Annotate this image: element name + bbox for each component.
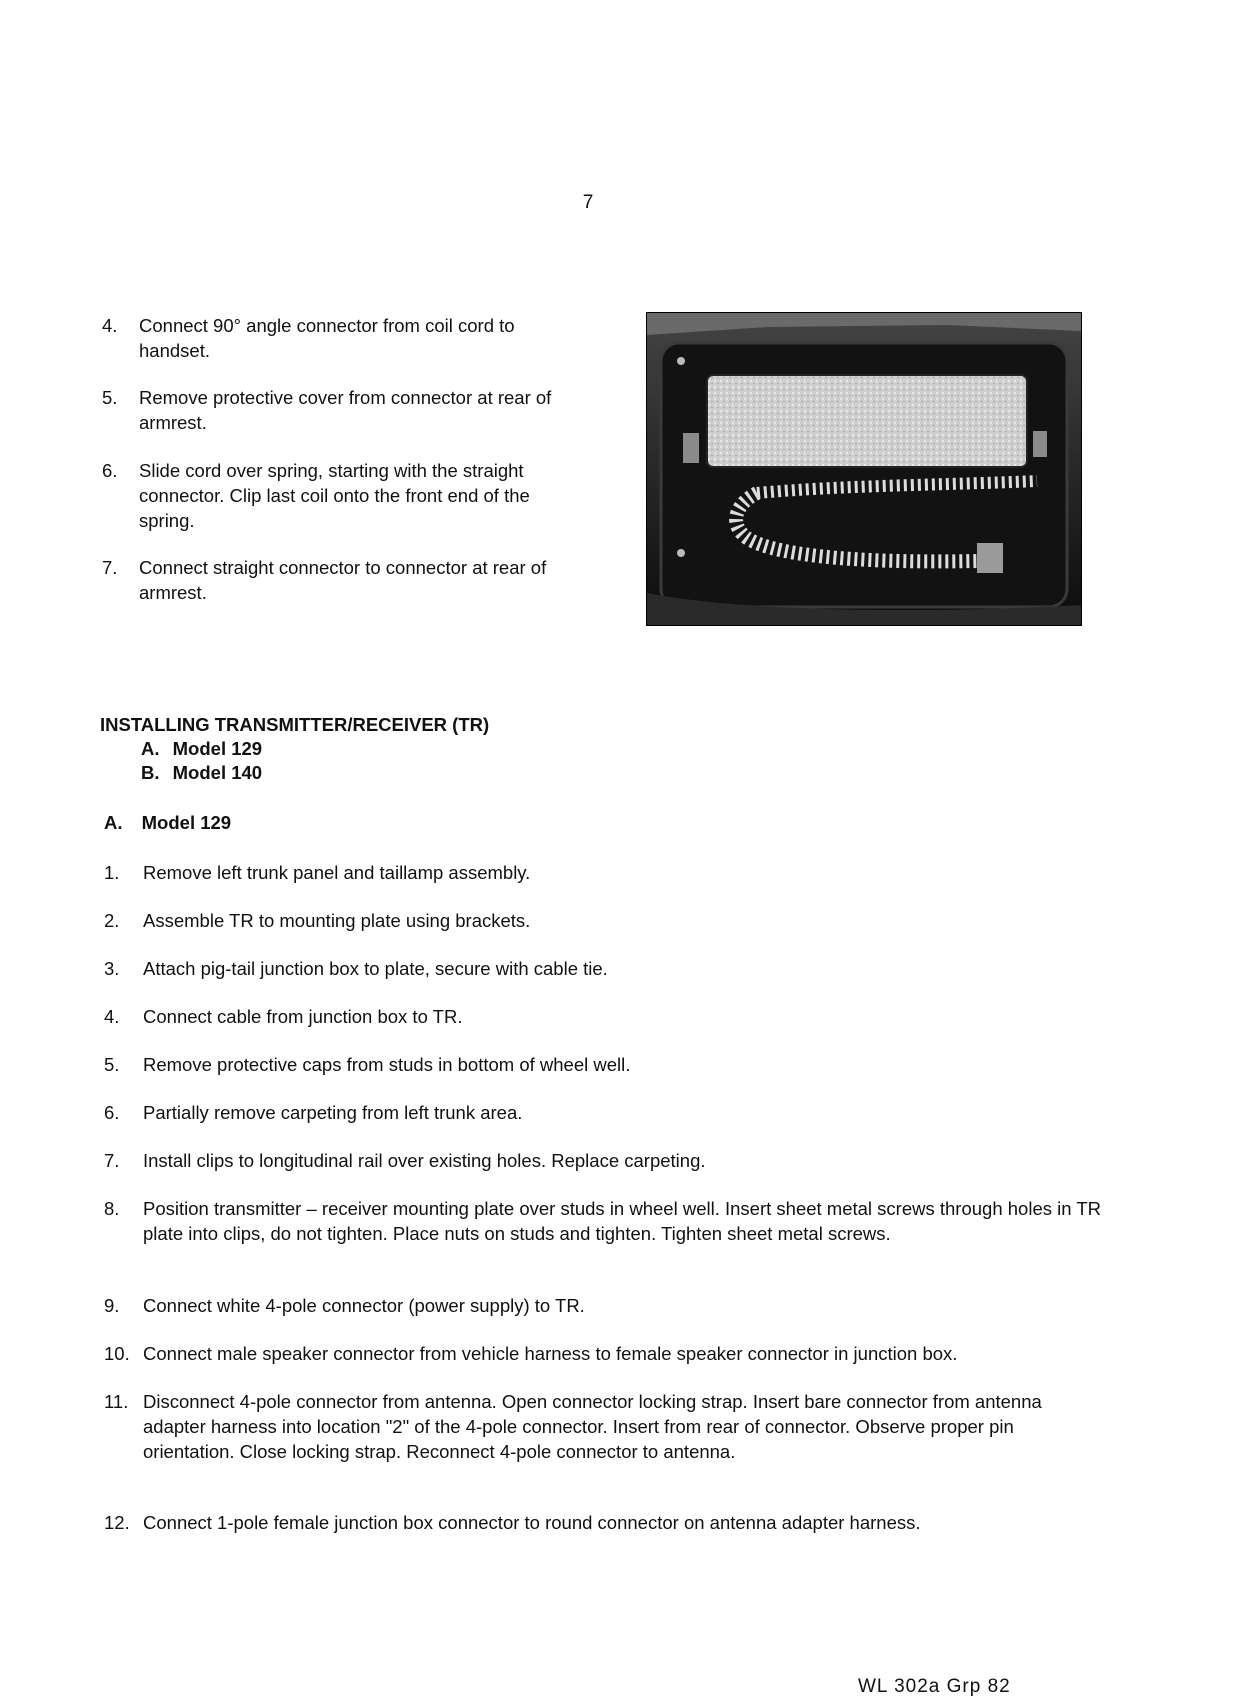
toc-item (141, 762, 262, 784)
step-text: Disconnect 4-pole connector from antenna. Open connector locking strap. Insert bare connector from antenna adapter harness into location "2" of the 4-pole connector. Insert from rear of connector. Observe proper pin orientation. Close locking strap. Reconnect 4-pole connector to antenna. (143, 1391, 1042, 1462)
step-text: Remove protective caps from studs in bottom of wheel well. (143, 1054, 631, 1075)
armrest-photo (646, 312, 1082, 626)
step-text: Connect straight connector to connector at rear of armrest. (139, 557, 547, 603)
step-number: 6. (104, 1102, 120, 1123)
toc-label: Model 129 (172, 738, 263, 759)
step-number: 7. (104, 1150, 120, 1171)
step-number: 9. (104, 1295, 120, 1316)
step-text: Connect 90° angle connector from coil cord to handset. (139, 315, 515, 361)
step-text: Connect male speaker connector from vehicle harness to female speaker connector in junction box. (143, 1343, 958, 1364)
step-number: 4. (102, 315, 118, 336)
sub-heading-label: Model 129 (141, 812, 232, 833)
step-number: 1. (104, 862, 120, 883)
step-number: 2. (104, 910, 120, 931)
step-number: 3. (104, 958, 120, 979)
step-text: Slide cord over spring, starting with the straight connector. Clip last coil onto the front end of the spring. (139, 460, 530, 531)
step-number: 12. (104, 1512, 130, 1533)
step-text: Position transmitter – receiver mounting plate over studs in wheel well. Insert sheet metal screws through holes in TR plate into clips, do not tighten. Place nuts on studs and tighten. Tighten sheet metal screws. (143, 1198, 1101, 1244)
step-text: Attach pig-tail junction box to plate, secure with cable tie. (143, 958, 608, 979)
document-code: WL 302a Grp 82 (858, 1676, 1011, 1697)
toc-item (141, 738, 262, 760)
sub-heading-letter: A. (104, 812, 123, 833)
section-title: INSTALLING TRANSMITTER/RECEIVER (TR) (100, 714, 490, 735)
sub-heading (104, 812, 231, 834)
step-number: 5. (104, 1054, 120, 1075)
step-text: Remove protective cover from connector at rear of armrest. (139, 387, 552, 433)
armrest-coil-cord-image (647, 313, 1081, 625)
toc-letter: B. (141, 762, 160, 783)
step-text: Connect white 4-pole connector (power supply) to TR. (143, 1295, 585, 1316)
page-number: 7 (582, 192, 594, 213)
step-number: 7. (102, 557, 118, 578)
step-number: 10. (104, 1343, 130, 1364)
toc-letter: A. (141, 738, 160, 759)
step-number: 11. (104, 1391, 129, 1412)
step-text: Assemble TR to mounting plate using brackets. (143, 910, 531, 931)
toc-label: Model 140 (172, 762, 263, 783)
step-text: Remove left trunk panel and taillamp assembly. (143, 862, 531, 883)
step-text: Connect cable from junction box to TR. (143, 1006, 463, 1027)
step-text: Partially remove carpeting from left trunk area. (143, 1102, 523, 1123)
step-number: 5. (102, 387, 118, 408)
step-number: 6. (102, 460, 118, 481)
step-number: 8. (104, 1198, 120, 1219)
step-number: 4. (104, 1006, 120, 1027)
step-text: Connect 1-pole female junction box connector to round connector on antenna adapter harness. (143, 1512, 921, 1533)
step-text: Install clips to longitudinal rail over existing holes. Replace carpeting. (143, 1150, 706, 1171)
